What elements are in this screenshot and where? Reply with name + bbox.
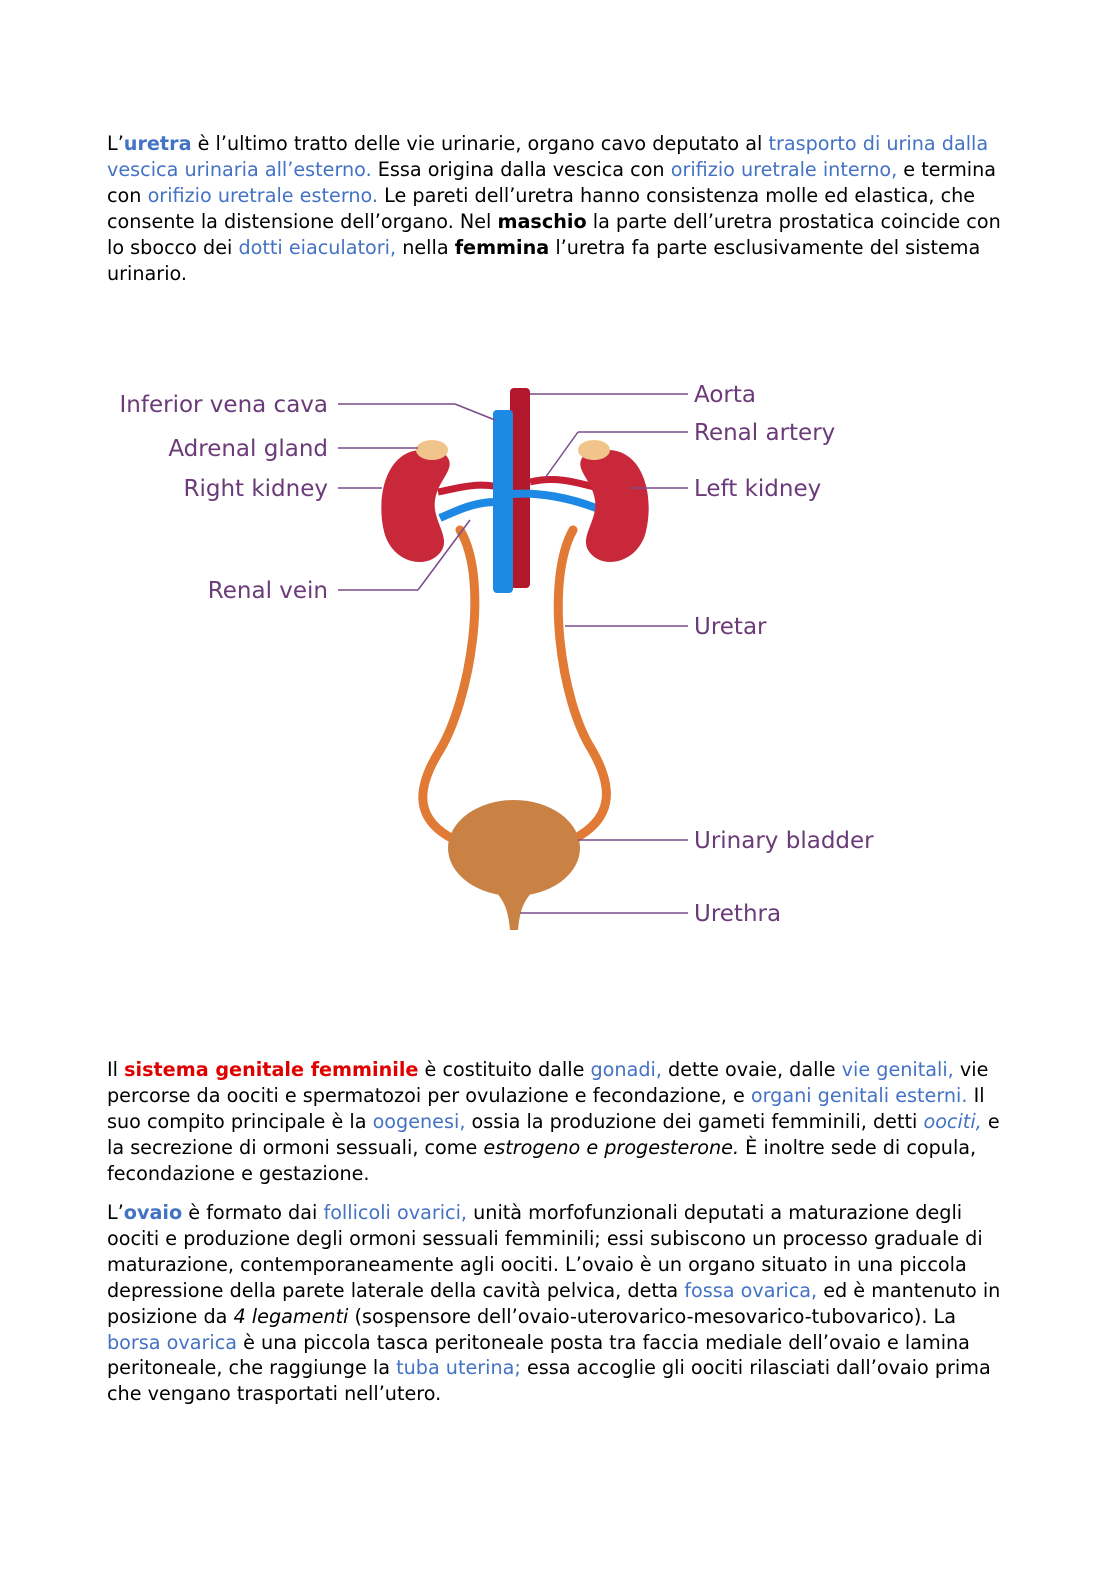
text: è l’ultimo tratto delle vie urinarie, organo cavo deputato al <box>191 132 769 155</box>
label-ureter: Uretar <box>694 614 767 640</box>
label-renal-vein: Renal vein <box>207 578 328 604</box>
highlight-italic: oociti, <box>923 1109 982 1133</box>
right-ureter <box>423 530 475 840</box>
leader-renal-artery-2 <box>545 432 578 478</box>
text: è una piccola tasca peritoneale posta tra faccia mediale dell’ovaio e lamina peritoneale, che raggiunge la <box>107 1330 970 1380</box>
inferior-vena-cava <box>493 410 513 593</box>
text: ossia la produzione dei gameti femminili, detti <box>465 1109 924 1133</box>
text: nella <box>396 235 455 259</box>
label-urinary-bladder: Urinary bladder <box>694 828 874 854</box>
right-kidney <box>381 449 449 562</box>
keyword-sistema-genitale-femminile: sistema genitale femminile <box>124 1058 419 1081</box>
text: unità morfofunzionali deputati a maturazione degli oociti e produzione degli ormoni sessuali femminili; essi subiscono un processo graduale di maturazione, contemporaneamente agli oociti. L’ovaio è un organo situato in una piccola depressione della parete laterale della cavità pelvica, detta <box>107 1201 983 1302</box>
highlight: trasporto di urina dalla vescica urinaria all’esterno. <box>107 132 989 181</box>
highlight: dotti eiaculatori, <box>238 235 397 259</box>
highlight: fossa ovarica, <box>684 1278 818 1302</box>
text: L’ <box>107 132 124 155</box>
label-renal-artery: Renal artery <box>694 420 836 446</box>
text: e termina con <box>107 157 997 207</box>
highlight: orifizio uretrale esterno. <box>147 183 379 207</box>
text: dette ovaie, dalle <box>661 1058 842 1081</box>
urinary-system-diagram <box>0 370 1116 950</box>
label-right-kidney: Right kidney <box>183 476 328 502</box>
text: essa accoglie gli oociti rilasciati dall’ovaio prima che vengano trasportati nell’utero. <box>107 1356 991 1406</box>
left-adrenal-gland <box>578 440 610 460</box>
renal-vein-right <box>440 502 495 518</box>
leader-ivc-2 <box>455 404 495 420</box>
text: Le pareti dell’uretra hanno consistenza molle ed elastica, che consente la distensione dell’organo. Nel <box>107 183 976 233</box>
text: L’ <box>107 1201 124 1224</box>
label-inferior-vena-cava: Inferior vena cava <box>119 392 328 418</box>
left-ureter <box>558 530 606 840</box>
text: è formato dai <box>182 1201 324 1224</box>
keyword-femmina: femmina <box>454 235 550 259</box>
text: Il suo compito principale è la <box>107 1083 985 1133</box>
keyword-ovaio: ovaio <box>123 1201 183 1224</box>
right-adrenal-gland <box>416 440 448 460</box>
highlight: organi genitali esterni. <box>750 1083 968 1107</box>
highlight: orifizio uretrale interno, <box>670 157 898 181</box>
paragraph-ovaio <box>107 1200 1012 1407</box>
keyword-maschio: maschio <box>497 209 587 233</box>
text: la parte dell’uretra prostatica coincide con lo sbocco dei <box>107 209 1001 259</box>
text: Il <box>107 1058 125 1081</box>
highlight: vie genitali, <box>841 1058 954 1081</box>
text: È inoltre sede di copula, fecondazione e gestazione. <box>107 1135 977 1185</box>
text: ed è mantenuto in posizione da <box>107 1278 1001 1328</box>
highlight: gonadi, <box>590 1058 662 1081</box>
paragraph-sistema-genitale <box>107 1057 1012 1187</box>
label-urethra: Urethra <box>694 901 782 927</box>
highlight: borsa ovarica <box>107 1330 238 1354</box>
label-adrenal-gland: Adrenal gland <box>168 436 328 462</box>
italic-text: 4 legamenti <box>233 1304 349 1328</box>
text: vie percorse da oociti e spermatozoi per ovulazione e fecondazione, e <box>107 1058 989 1107</box>
label-left-kidney: Left kidney <box>694 476 822 502</box>
italic-text: estrogeno e progesterone. <box>483 1135 740 1159</box>
text: e la secrezione di ormoni sessuali, come <box>107 1109 1000 1159</box>
highlight: oogenesi, <box>372 1109 466 1133</box>
bladder-neck <box>490 886 538 930</box>
text: è costituito dalle <box>418 1058 591 1081</box>
paragraph-uretra <box>107 131 1012 286</box>
urinary-bladder <box>448 800 580 896</box>
keyword-uretra: uretra <box>123 132 192 155</box>
text: (sospensore dell’ovaio-uterovarico-mesovarico-tubovarico). La <box>348 1304 957 1328</box>
highlight: tuba uterina; <box>396 1356 521 1380</box>
label-aorta: Aorta <box>694 382 756 408</box>
highlight: follicoli ovarici, <box>323 1201 468 1224</box>
text: l’uretra fa parte esclusivamente del sistema urinario. <box>107 235 981 285</box>
text: Essa origina dalla vescica con <box>371 157 671 181</box>
